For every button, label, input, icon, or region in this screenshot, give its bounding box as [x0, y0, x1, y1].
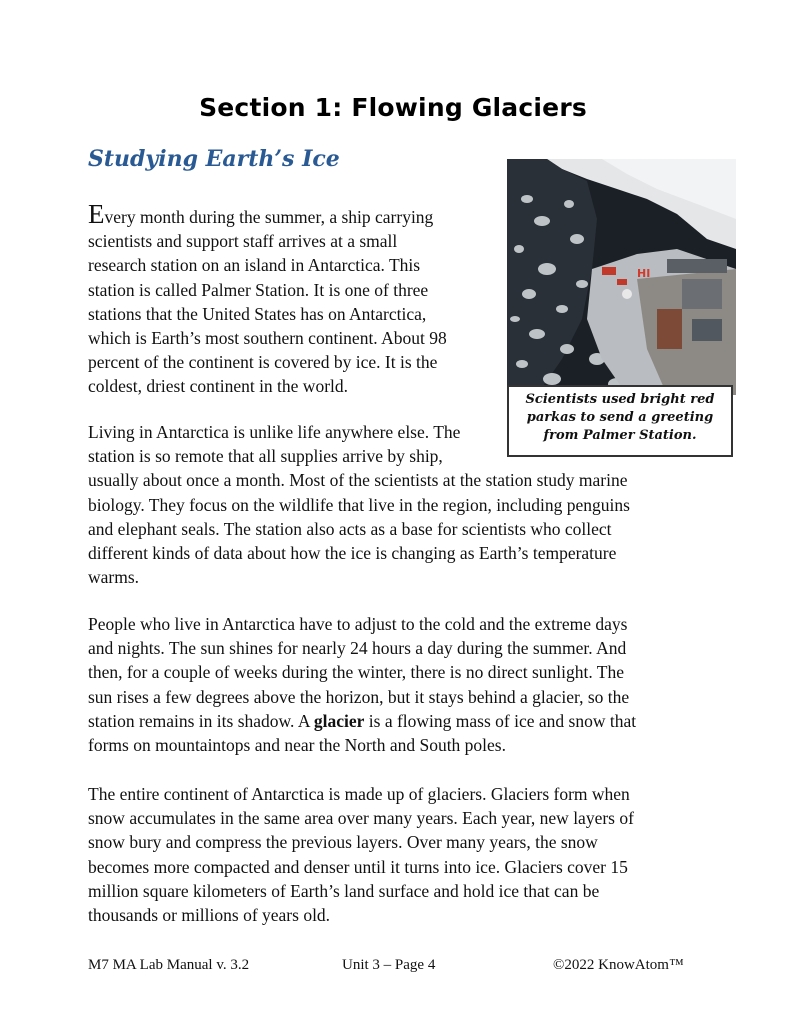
section-title: Section 1: Flowing Glaciers — [199, 93, 587, 122]
paragraph-line: then, for a couple of weeks during the winter, there is no direct sunlight. The — [88, 662, 624, 683]
paragraph-line: and nights. The sun shines for nearly 24 hours a day during the summer. And — [88, 638, 627, 659]
paragraph-line: million square kilometers of Earth’s land surface and hold ice that can be — [88, 880, 600, 901]
paragraph-line: station is so remote that all supplies arrive by ship, — [88, 446, 443, 467]
paragraph-line: warms. — [88, 567, 140, 588]
caption-line: from Palmer Station. — [543, 428, 697, 443]
paragraph-line: snow accumulates in the same area over many years. Each year, new layers of — [88, 808, 634, 829]
footer-left: M7 MA Lab Manual v. 3.2 — [88, 957, 250, 973]
paragraph-line: station remains in its shadow. A — [88, 710, 314, 731]
svg-text:HI: HI — [637, 267, 651, 280]
paragraph-line: usually about once a month. Most of the scientists at the station study marine — [88, 470, 628, 491]
paragraph-line: different kinds of data about how the ice is changing as Earth’s temperature — [88, 543, 617, 564]
paragraph-line: biology. They focus on the wildlife that live in the region, including penguins — [88, 494, 630, 515]
paragraph-line: forms on mountaintops and near the North and South poles. — [88, 735, 506, 756]
paragraph-line: is a flowing mass of ice and snow that — [364, 710, 637, 731]
drop-cap: E — [88, 199, 105, 229]
paragraph-line: which is Earth’s most southern continent. About 98 — [88, 328, 447, 349]
footer-page-number: Unit 3 – Page 4 — [342, 957, 436, 973]
paragraph-line: percent of the continent is covered by ice. It is the — [88, 352, 438, 373]
paragraph-line: stations that the United States has on Antarctica, — [88, 303, 427, 324]
paragraph-line: research station on an island in Antarctica. This — [88, 255, 421, 276]
paragraph-line: sun rises a few degrees above the horizon, but it stays behind a glacier, so the — [88, 686, 630, 707]
paragraph-line: very month during the summer, a ship carrying — [104, 207, 434, 227]
paragraph-4 — [88, 782, 634, 927]
paragraph-1 — [88, 201, 447, 399]
glacier-term: glacier — [313, 710, 365, 731]
paragraph-line: becomes more compacted and denser until it turns into ice. Glaciers cover 15 — [88, 856, 628, 877]
caption-line: Scientists used bright red — [525, 392, 715, 407]
subheading: Studying Earth’s Ice — [88, 146, 340, 172]
paragraph-line: People who live in Antarctica have to adjust to the cold and the extreme days — [88, 614, 628, 634]
paragraph-line: thousands or millions of years old. — [88, 905, 331, 926]
palmer-station-photo — [507, 159, 736, 395]
paragraph-line: scientists and support staff arrives at a small — [88, 231, 398, 252]
paragraph-3 — [88, 612, 636, 757]
paragraph-line: snow bury and compress the previous layers. Over many years, the snow — [88, 832, 598, 853]
paragraph-line: The entire continent of Antarctica is made up of glaciers. Glaciers form when — [88, 784, 630, 804]
paragraph-line: station is called Palmer Station. It is one of three — [88, 279, 429, 300]
paragraph-line: and elephant seals. The station also acts as a base for scientists who collect — [88, 518, 612, 539]
paragraph-line: Living in Antarctica is unlike life anywhere else. The — [88, 422, 461, 442]
footer-copyright: ©2022 KnowAtom™ — [553, 957, 684, 973]
caption-line: parkas to send a greeting — [526, 410, 714, 425]
paragraph-2 — [88, 420, 630, 589]
paragraph-line: coldest, driest continent in the world. — [88, 376, 349, 397]
